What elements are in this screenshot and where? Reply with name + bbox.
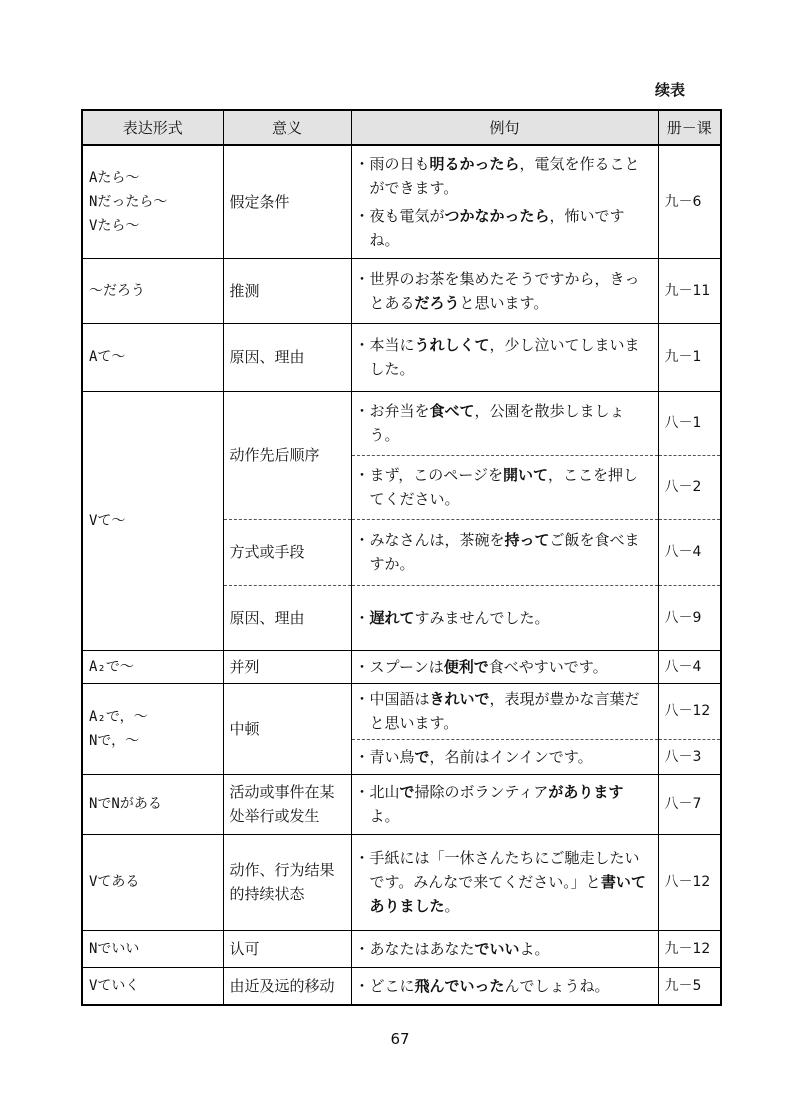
example-sentence: ・ 中国語はきれいで，表現が豊かな言葉だと思います。: [358, 687, 652, 735]
example-sentence: ・ 本当にうれしくて，少し泣いてしまいました。: [358, 333, 652, 381]
example-cell: [351, 834, 658, 930]
lesson-cell: 八－1: [658, 391, 721, 455]
example-cell: [351, 519, 658, 585]
header-form: 表达形式: [82, 110, 223, 145]
meaning-cell: 推测: [223, 258, 351, 323]
meaning-cell: 动作先后顺序: [223, 391, 351, 519]
lesson-cell: 九－5: [658, 967, 721, 1005]
form-cell: [82, 391, 223, 650]
lesson-cell: 八－3: [658, 739, 721, 774]
example-cell: [351, 967, 658, 1005]
form-line: A₂で，～: [89, 708, 148, 725]
example-cell: [351, 585, 658, 650]
table-row: [82, 683, 721, 739]
example-sentence: ・ 北山で掃除のボランティアがありますよ。: [358, 780, 652, 828]
table-row: [82, 834, 721, 930]
example-sentence: ・ お弁当を食べて，公園を散歩しましょう。: [358, 399, 652, 447]
example-cell: [351, 145, 658, 258]
example-sentence: ・ 夜も電気がつかなかったら，怖いですね。: [358, 204, 652, 252]
table-row: [82, 930, 721, 967]
example-cell: [351, 739, 658, 774]
example-sentence: ・ 遅れてすみませんでした。: [358, 606, 652, 630]
form-line: A₂で～: [89, 658, 134, 675]
meaning-cell: 原因、理由: [223, 323, 351, 391]
header-row: [82, 110, 721, 145]
grammar-table: [81, 109, 722, 1006]
table-row: [82, 774, 721, 834]
example-cell: [351, 323, 658, 391]
form-line: Vて～: [89, 512, 126, 529]
table-row: [82, 967, 721, 1005]
example-cell: [351, 258, 658, 323]
form-cell: [82, 258, 223, 323]
lesson-cell: 八－4: [658, 519, 721, 585]
form-line: Aたら～: [89, 169, 140, 186]
form-cell: [82, 323, 223, 391]
example-cell: [351, 650, 658, 683]
lesson-cell: 九－12: [658, 930, 721, 967]
header-example: 例句: [351, 110, 658, 145]
table-row: [82, 323, 721, 391]
form-cell: [82, 650, 223, 683]
table-row: [82, 391, 721, 455]
lesson-cell: 八－12: [658, 683, 721, 739]
lesson-cell: 八－4: [658, 650, 721, 683]
lesson-cell: 八－12: [658, 834, 721, 930]
lesson-cell: 八－7: [658, 774, 721, 834]
meaning-cell: 活动或事件在某处举行或发生: [223, 774, 351, 834]
example-cell: [351, 930, 658, 967]
header-meaning: 意义: [223, 110, 351, 145]
example-sentence: ・ まず，このページを開いて，ここを押してください。: [358, 463, 652, 511]
meaning-cell: 由近及远的移动: [223, 967, 351, 1005]
meaning-cell: 假定条件: [223, 145, 351, 258]
form-cell: [82, 834, 223, 930]
lesson-cell: 八－2: [658, 455, 721, 519]
form-line: Nでいい: [89, 940, 140, 957]
meaning-cell: 方式或手段: [223, 519, 351, 585]
form-line: Nで，～: [89, 732, 140, 749]
meaning-cell: 原因、理由: [223, 585, 351, 650]
lesson-cell: 八－9: [658, 585, 721, 650]
example-sentence: ・ みなさんは，茶碗を持ってご飯を食べますか。: [358, 528, 652, 576]
meaning-cell: 并列: [223, 650, 351, 683]
meaning-cell: 认可: [223, 930, 351, 967]
example-sentence: ・ 手紙には「一休さんたちにご馳走したいです。みんなで来てください。」と書いてありました。: [358, 846, 652, 918]
form-line: NでNがある: [89, 796, 162, 812]
form-line: Vてある: [89, 874, 140, 890]
example-cell: [351, 391, 658, 455]
table-row: [82, 258, 721, 323]
form-line: Nだったら～: [89, 193, 168, 210]
example-sentence: ・ 雨の日も明るかったら，電気を作ることができます。: [358, 152, 652, 200]
form-cell: [82, 967, 223, 1005]
lesson-cell: 九－11: [658, 258, 721, 323]
continued-label: 续表: [655, 81, 686, 99]
form-cell: [82, 930, 223, 967]
meaning-cell: 中顿: [223, 683, 351, 774]
example-sentence: ・ 青い鳥で，名前はインインです。: [358, 745, 652, 769]
example-cell: [351, 455, 658, 519]
form-line: Vていく: [89, 977, 140, 994]
table-row: [82, 650, 721, 683]
lesson-cell: 九－1: [658, 323, 721, 391]
form-cell: [82, 145, 223, 258]
table-row: [82, 145, 721, 258]
example-cell: [351, 683, 658, 739]
example-sentence: ・ 世界のお茶を集めたそうですから，きっとあるだろうと思います。: [358, 267, 652, 315]
example-sentence: ・ どこに飛んでいったんでしょうね。: [358, 974, 652, 998]
form-cell: [82, 774, 223, 834]
example-sentence: ・ あなたはあなたでいいよ。: [358, 937, 652, 961]
example-sentence: ・ スプーンは便利で食べやすいです。: [358, 655, 652, 679]
form-line: Vたら～: [89, 217, 140, 234]
header-lesson: 册－课: [658, 110, 721, 145]
lesson-cell: 九－6: [658, 145, 721, 258]
form-cell: [82, 683, 223, 774]
form-line: Aて～: [89, 349, 126, 365]
page-number: 67: [390, 1030, 410, 1048]
form-line: ～だろう: [89, 282, 145, 299]
meaning-cell: 动作、行为结果的持续状态: [223, 834, 351, 930]
example-cell: [351, 774, 658, 834]
